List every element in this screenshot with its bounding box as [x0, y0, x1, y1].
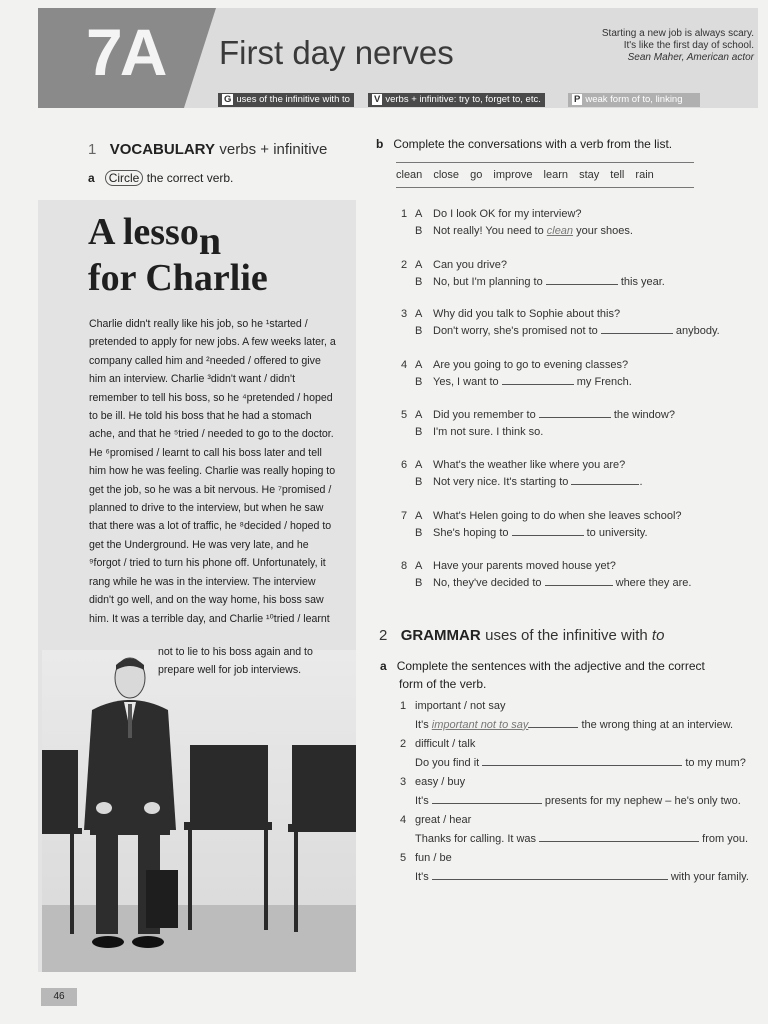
grammar-item-2: 2 difficult / talk Do you find it to my mum?: [400, 738, 746, 769]
conversation-7: 7 A What's Helen going to do when she leaves school? B She's hoping to to university.: [401, 510, 682, 539]
tag-grammar: G uses of the infinitive with to: [218, 93, 354, 107]
conversation-4: 4 A Are you going to go to evening classes? B Yes, I want to my French.: [401, 359, 632, 388]
section1a-instruction: a Circle the correct verb.: [88, 171, 234, 185]
tag-vocabulary: V verbs + infinitive: try to, forget to, etc.: [368, 93, 545, 107]
answer-blank[interactable]: [482, 755, 682, 766]
quote-line-2: It's like the first day of school.: [623, 40, 754, 51]
grammar-item-1: 1 important / not say It's important not to say the wrong thing at an interview.: [400, 700, 734, 731]
conversation-1: 1 A Do I look OK for my interview? B Not really! You need to clean your shoes.: [401, 208, 633, 237]
answer-blank[interactable]: [512, 525, 584, 536]
section2-heading: 2 GRAMMAR uses of the infinitive with to: [379, 627, 665, 644]
answer-blank[interactable]: [546, 274, 618, 285]
answer-blank[interactable]: [502, 374, 574, 385]
word-list: clean close go improve learn stay tell rain: [396, 162, 694, 188]
conversation-3: 3 A Why did you talk to Sophie about this? B Don't worry, she's promised not to anybody.: [401, 308, 720, 337]
man-waiting-illustration: [42, 650, 356, 972]
answer-blank[interactable]: [539, 831, 699, 842]
story-body: Charlie didn't really like his job, so he ¹started / pretended to apply for new jobs. A few weeks later, a company called him and ²needed / offered to give him an interview. Charlie ³didn't want / didn't remember to tell his boss, so he ⁴pretended / hoped to be ill. He told his boss that he had a stomach ache, and that he ⁵tried / needed to go to the doctor. He ⁶promised / learnt to call his boss later and tell him how he was feeling. Charlie was really hoping to get the job, so he was a bit nervous. He ⁷promised / planned to drive to the interview, but when he saw that there was a lot of traffic, he ⁸decided / hoped to get the Underground. He was very late, and he ⁹forgot / tried to turn his phone off. Unfortunately, it rang while he was in the interview. The interview didn't go well, and on the way home, his boss saw him. It was a terrible day, and Charlie ¹⁰tried / learnt: [89, 318, 336, 625]
answer-blank: [528, 717, 578, 728]
header-quote: [554, 28, 754, 64]
section2a-instruction: a Complete the sentences with the adjective and the correct form of the verb.: [380, 659, 705, 691]
page-title: First day nerves: [219, 34, 454, 71]
answer-blank[interactable]: [601, 323, 673, 334]
tag-pronunciation: P weak form of to, linking: [568, 93, 700, 107]
section1b-instruction: b Complete the conversations with a verb from the list.: [376, 137, 673, 151]
answer-blank[interactable]: [539, 407, 611, 418]
answer-blank[interactable]: [545, 575, 613, 586]
conversation-2: 2 A Can you drive? B No, but I'm planning to this year.: [401, 259, 665, 288]
answer-blank[interactable]: [432, 869, 668, 880]
conversation-8: 8 A Have your parents moved house yet? B No, they've decided to where they are.: [401, 560, 692, 589]
grammar-item-3: 3 easy / buy It's presents for my nephew – he's only two.: [400, 776, 741, 807]
example-answer: important not to say: [431, 718, 529, 731]
story-title: A lesson for Charlie: [88, 211, 268, 299]
quote-author: Sean Maher, American actor: [627, 52, 754, 63]
story-ending: not to lie to his boss again and to prepare well for job interviews.: [158, 646, 313, 677]
quote-line-1: Starting a new job is always scary.: [601, 28, 754, 39]
answer-blank[interactable]: [432, 793, 542, 804]
page-number: 46: [41, 988, 77, 1006]
unit-number: 7A: [86, 15, 165, 89]
grammar-item-5: 5 fun / be It's with your family.: [400, 852, 749, 883]
story-photo: [42, 650, 356, 972]
circle-word: Circle: [105, 170, 144, 186]
answer-blank[interactable]: [571, 474, 639, 485]
section1-heading: 1 VOCABULARY verbs + infinitive: [88, 141, 328, 158]
conversation-5: 5 A Did you remember to the window? B I'm not sure. I think so.: [401, 409, 675, 438]
example-answer: clean: [546, 225, 574, 237]
grammar-item-4: 4 great / hear Thanks for calling. It was from you.: [400, 814, 749, 845]
conversation-6: 6 A What's the weather like where you are? B Not very nice. It's starting to .: [401, 459, 643, 488]
